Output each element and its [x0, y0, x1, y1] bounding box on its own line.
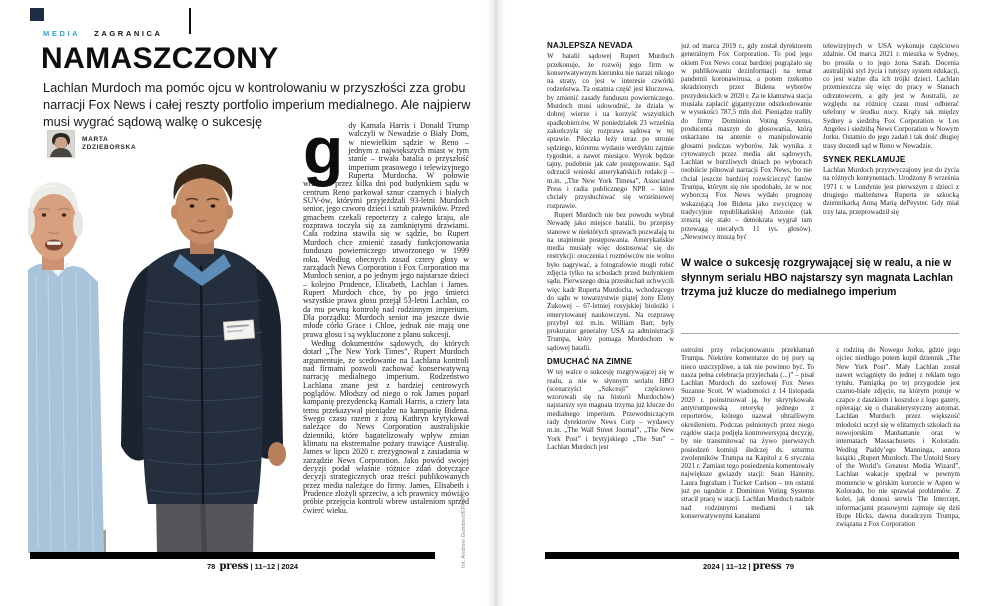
right-page-number: 79: [785, 562, 795, 571]
section-heading-synek-reklamuje: SYNEK REKLAMUJE: [823, 154, 906, 164]
lower-left-paragraph: ostrożni przy relacjonowaniu przekłamań Trumpa. Niektóre komentarze do tej pory są nieco uszczypliwe, a tak nie powinno być. To nasza pełna celebracja przyjechała (...)” – pisał Lachlan Murdoch do szefowej Fox News Suzanne Scott. W wiadomości z 14 listopada 2020 r. poinstruował ją, by skrytykowała antytrumpowską retorykę jednego z reporterów, którego nazwał obraźliwym określeniem. Podczas pełnionych przez niego rządów stacja podjęła kontrowersyjną decyzję, by nie transmitować na żywo pierwszych posiedzeń komisji śledczej ds. szturmu zwolenników Trumpa na Kapitol z 6 stycznia 2021 r. Zamiast tego posiedzenia komentowały największe gwiazdy stacji: Sean Hannity, Laura Ingraham i Tucker Carlson – ten ostatni już po ugodzie z Dominion Voting Systems stracił pracę w stacji. Lachlan Murdoch nadzór nad rodzinnymi mediami i tak konserwatywnymi kanałami: [681, 346, 814, 520]
top-rule: [189, 8, 191, 34]
magazine-logo: press: [219, 561, 249, 572]
right-footer: [703, 561, 794, 572]
col1-paragraph-3: W tej walce o sukcesję rozgrywającej się w realu, a nie w słynnym serialu HBO (scenarzyści „Sukcesji” częściowo wzorowali się na historii Murdochów) najstarszy syn magnata trzyma już klucze do medialnego imperium. Przewodniczącym rady dyrektorów News Corp – wydawcy m.in. „The Wall Street Journal”, „The New York Post” i brytyjskiego „The Sun” – Lachlan Murdoch jest: [547, 368, 674, 451]
right-issue: 2024 | 11–12 |: [703, 562, 751, 571]
magazine-logo-right: press: [752, 561, 782, 572]
pull-quote-divider: [681, 333, 959, 334]
photo-credit: fot. Andrew Gombert/EPA/PAP: [461, 489, 467, 568]
section-heading-najlepsza-nevada: NAJLEPSZA NEVADA: [547, 42, 633, 50]
right-bottom-bar: [545, 552, 959, 559]
col1-paragraph-1: W batalii sądowej Rupert Murdoch przekonuje, że rozwój jego firm w konserwatywnym kierunku nie narazi nikogo na straty, co jest w interesie czwórki rodzeństwa. Ta ostatnia część jest kluczowa, by zmienić zasady funduszu powierniczego. Murdoch musi udowodnić, że działa w dobrej wierze i na korzyść wszystkich spadkobierców. W poniedziałek 23 września zakończyła się rozprawa sądowa w tej sprawie. Piłeczka leży teraz po stronie sędziego, któremu wydanie werdyktu zajmie tygodnie, a nawet miesiące. Wyrok będzie tajny, podobnie jak całe postępowanie. Sąd odrzucił wnioski amerykańskich redakcji – m.in. „The New York Timesa”, Associated Press i radia publicznego NPR – które chciały przysłuchiwać się wrześniowej rozprawie.: [547, 52, 674, 210]
right-column-3-upper: [823, 42, 959, 249]
page-seam: [486, 0, 506, 606]
left-footer: [207, 561, 298, 572]
drop-cap: g: [303, 122, 344, 187]
standfirst: Lachlan Murdoch ma pomóc ojcu w kontrolowaniu w przyszłości zza grobu narracji Fox News i całej reszty portfolio imperium medialnego. Ale najpierw musi wygrać sądową walkę o sukcesję: [43, 80, 471, 129]
author-name-line2: ZDZIEBORSKA: [82, 144, 137, 151]
col3-paragraph-2: Lachlan Murdoch przyzwyczajony jest do życia na różnych kontynentach. Urodzony 8 września 1971 r. w Londynie jest pierwszym z dzieci z drugiego małżeństwa Ruperta ze szkocką dziennikarką Anną Marią dePeyster. Gdy miał trzy lata, przeprowadził się: [823, 166, 959, 216]
left-body-column: [303, 122, 469, 548]
left-bottom-bar: [30, 552, 435, 559]
lachlan-figure: [121, 164, 286, 553]
article-headline: NAMASZCZONY: [41, 42, 279, 75]
second-paragraph: Według dokumentów sądowych, do których dotarł „The New York Times”, Rupert Murdoch argumentuje, że scedowanie na Lachlana kontroli nad firmami pozwoli zachować konserwatywną narrację medialnego imperium. Rodzeństwo Lachlana znane jest z bardziej centrowych poglądów. Młodszy od niego o rok James poparł kampanię prezydencką Kamali Harris, a cztery lata temu przekazywał pieniądze na kampanię Bidena. Swego czasu razem z żoną Kathryn krytykował należące do News Corporation australijskie dzienniki, które bagatelizowały wpływ zmian klimatu na ekstremalne pożary trawiące Australię. James w lipcu 2020 r. zrezygnował z zasiadania w zarządzie News Corporation. Jako powód swojej decyzji podał właśnie różnice zdań dotyczące decyzji strategicznych oraz treści publikowanych przez media należące do firmy. James, Elisabeth i Prudence złożyli sprzeciw, a ich prawnicy mówią o próbie przejęcia kontroli wbrew ustaleniom sprzed ćwierć wieku.: [303, 338, 469, 515]
kicker: [43, 29, 163, 38]
left-issue: | 11–12 | 2024: [250, 562, 299, 571]
col2-paragraph: już od marca 2019 r., gdy został dyrektorem generalnym Fox Corporation. To pod jego okiem Fox News coraz bardziej pogrążało się w publikowaniu dezinformacji na temat pandemii koronawirusa, a potem rzekomo skradzionych przez Bidena wyborów prezydenckich w 2020 r. Za te kłamstwa stacja musiała zapłacić gigantyczne odszkodowanie w wysokości 787,5 mln dol. Pieniądze trafiły do firmy Dominion Voting Systems, producenta maszyn do głosowania, którą oskarżano na antenie o manipulowanie głosami podczas wyborów. Jak wynika z cytowanych przez media akt sądowych, Lachlan w burzliwych dniach po wyborach osobiście pilnował narracji Fox News, bo nie chciał jeszcze bardziej rozwścieczyć fanów Trumpa, którym się nie spodobało, że w noc wyborczą Fox News wydało prognozę wskazującą Joe Bidena jako zwycięzcę w tradycyjnie republikańskiej Arizonie (tak zresztą się stało – demokrata wygrał tam przewagą niecałych 11 tys. głosów). „Newsowcy muszą być: [681, 42, 812, 241]
lead-paragraph: [303, 122, 469, 339]
col1-paragraph-2: Rupert Murdoch nie bez powodu wybrał Newadę jako miejsce batalii, bo przepisy stanowe w niektórych sprawach pozwalają tu na utajnienie postępowania. Amerykańskie media musiały więc dostosować się do restrykcji: otoczenia i rozmówców nie wolno było nagrywać, a fotografowie mogli robić zdjęcia tylko na schodach przed budynkiem sądu. Pierwszego dnia przesłuchań uchwycili więc kadr Ruperta Murdocha, wchodzącego do sądu w towarzystwie piątej żony Eleny Żukowej – 67-letniej rosyjskiej biolożki i emerytowanej naukowczyni. Na rozprawę przybył też m.in. William Barr, były prokurator generalny USA za administracji Trumpa, który pomaga Murdochom w sądowej batalii.: [547, 210, 674, 352]
right-column-2-upper: [681, 42, 812, 249]
right-lower-column-left: [681, 346, 814, 548]
left-page-number: 78: [207, 562, 216, 571]
col3-paragraph-1: telewizyjnych w USA wykonuje częściowo zdalnie. Od marca 2021 r. mieszka w Sydney, bo prosiła o to jego żona Sarah. Docenia australijski styl życia i tutejszy system edukacji, co jest ważne dla ich trójki dzieci. Lachlan przemieszcza się więc do pracy w Stanach odrzutowcem, a gdy jest w Australii, ze względu na różnicę czasu musi odbierać telefony w środku nocy. Krąży tak między Sydney a siedzibą Fox Corporation w Los Angeles i siedzibą News Corporation w Nowym Jorku. Ostatnio do jego zadań i tak dość długiej trasy doszedł sąd w Reno w Newadzie.: [823, 42, 959, 150]
author-name-line1: MARTA: [82, 136, 109, 143]
section-heading-dmuchac-na-zimne: DMUCHAĆ NA ZIMNE: [547, 356, 633, 366]
pull-quote: W walce o sukcesję rozgrywającej się w realu, a nie w słynnym serialu HBO najstarszy syn magnata Lachlan trzyma już klucze do medialnego imperium: [681, 257, 954, 299]
kicker-subsection-label: ZAGRANICA: [94, 29, 163, 38]
name-badge: [223, 320, 254, 340]
kicker-section-label: MEDIA: [43, 29, 81, 38]
right-lower-column-right: [836, 346, 960, 548]
murdoch-cutout-photo: [28, 148, 300, 553]
right-column-1: [547, 42, 674, 548]
lower-right-paragraph: z rodziną do Nowego Jorku, gdzie jego ojciec niedługo potem kupił dziennik „The New York Post”. Mały Lachlan został nawet wciągnięty do jednej z reklam tego tytułu. Pamiątką po tej przygodzie jest czarno-białe zdjęcie, na którym pozuje w czapce z daszkiem i koszulce z logo gazety, opierając się o charakterystyczny automat. Lachlan Murdoch przez większość młodości uczył się w elitarnych szkołach na nowojorskim Manhattanie oraz w internatach Massachusetts i Kolorado. Według Paddy’ego Manninga, autora książki „Rupert Murdoch. The Untold Story of the World’s Greatest Media Wizard”, Lachlan wakacje spędzał w pewnym momencie w górskim kurorcie w Aspen w Kolorado, bo nie sprawiał problemów. Z kolei, jak donosi serwis The Intercept, informacjami prasowymi zajmuje się dziś Hope Hicks, dawna doradczyni Trumpa, związana z Fox Corporation: [836, 346, 960, 529]
section-color-square: [30, 8, 44, 21]
lead-paragraph-text: dy Kamala Harris i Donald Trump walczyli w Newadzie o Biały Dom, w niewielkim sądzie w Reno – jednym z największych miast w tym stanie – trwała batalia o przyszłość imperium prasowego i telewizyjnego Ruperta Murdocha. W połowie września przez kilka dni pod budynkiem sądu w centrum Reno parkował sznur czarnych i białych SUV-ów, którymi przyjeżdżali 93-letni Murdoch senior, jego czworo dzieci i sztab prawników. Przed gmachem czekali reporterzy z całego kraju, ale rozprawa toczyła się za zamkniętymi drzwiami. Cała rodzina stawiła się w sądzie, bo Rupert Murdoch chce zmienić zasady funkcjonowania funduszu powierniczego utworzonego w 1999 roku. Według obecnych zasad cztery głosy w zarządach News Corporation i Fox Corporation ma Murdoch senior, a po jednym jego najstarsze dzieci – kolejno Prudence, Elisabeth, Lachlan i James. Rupert Murdoch chce, by po jego śmierci wszystkie prawa głosu przejął 53-letni Lachlan, co da mu pewną kontrolę nad rodzinnym imperium. Dla porządku: Murdoch senior ma jeszcze dwie młode córki Grace i Chloe, jednak nie mają one prawa głosu i są wykluczone z planu sukcesji.: [303, 122, 469, 339]
rupert-figure: [28, 182, 106, 553]
